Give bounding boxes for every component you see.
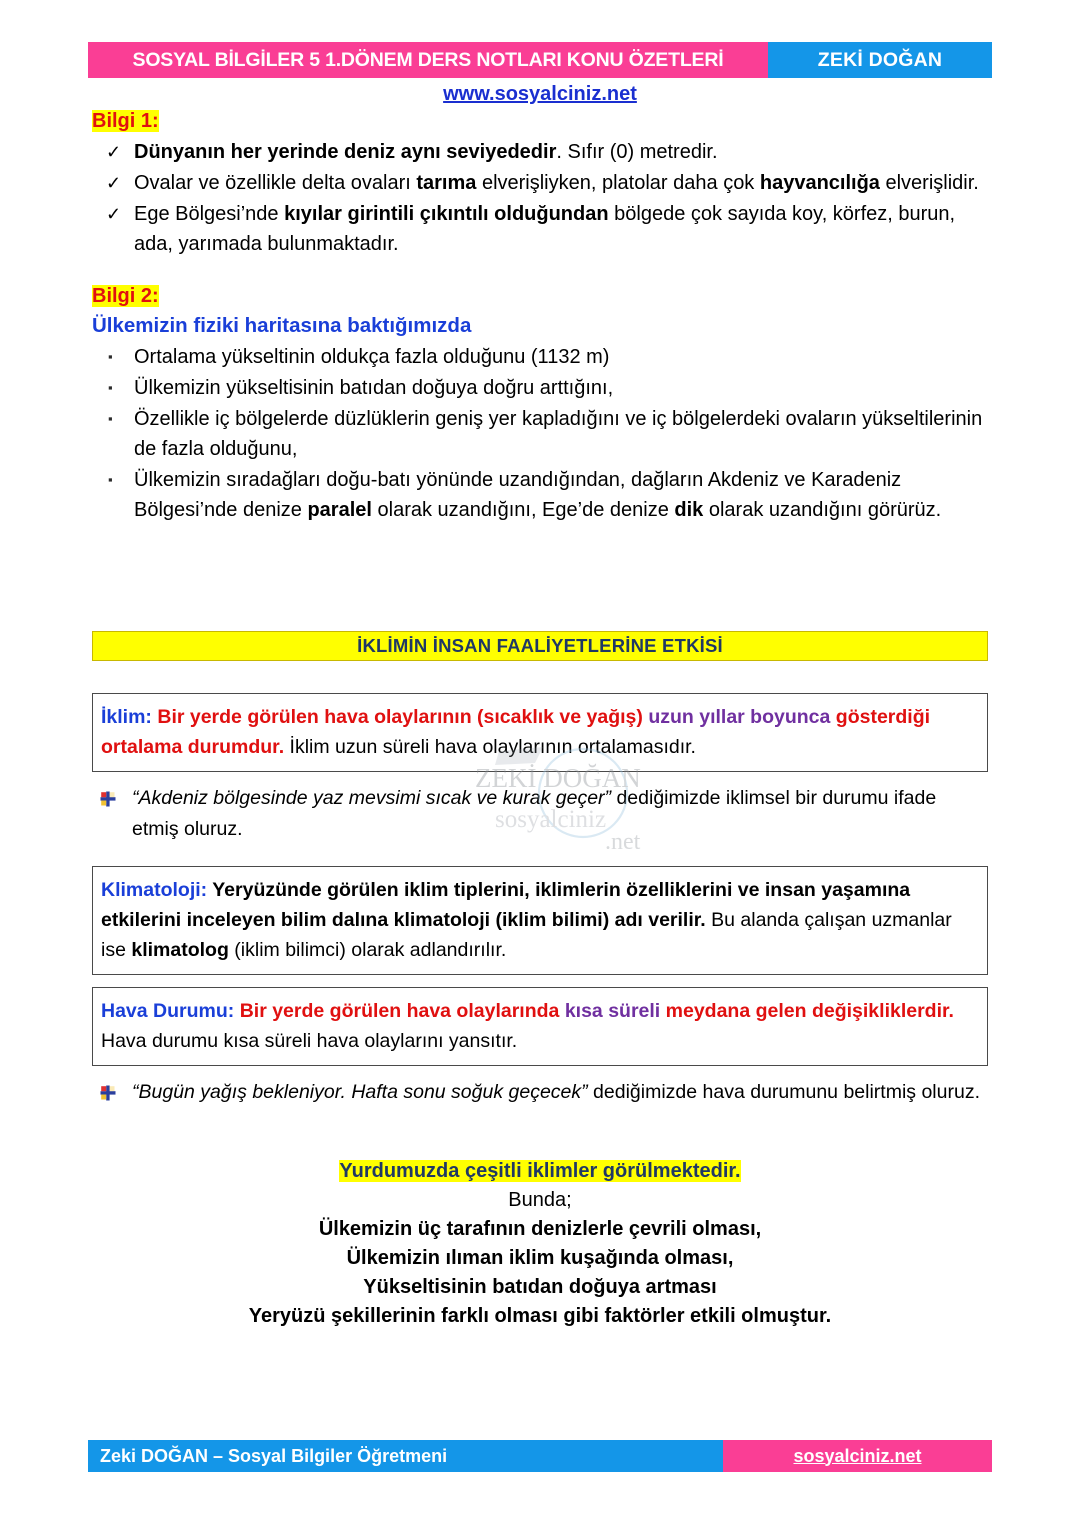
bilgi1-item-1-run-1: tarıma: [416, 172, 477, 194]
conclusion-intro: Bunda;: [508, 1189, 572, 1211]
document-body: [92, 110, 992, 527]
document-footer: [88, 1440, 992, 1472]
iklim-run-1: Bir yerde görülen hava olaylarının (sıcaklık ve yağış): [151, 706, 643, 728]
cross-bullet-icon: [100, 1085, 116, 1101]
svg-text:sosyalciniz: sosyalciniz: [495, 806, 607, 833]
definition-box-klimatoloji: [92, 866, 988, 975]
square-bullet-icon: ▪: [108, 380, 113, 395]
list-item: [92, 373, 992, 403]
check-mark-icon: ✓: [106, 142, 122, 162]
example-iklim: [92, 783, 988, 845]
square-bullet-icon: ▪: [108, 349, 113, 364]
list-item: [92, 137, 992, 167]
list-item: [92, 199, 992, 259]
bilgi2-item-3-run-2: olarak uzandığını, Ege’de denize: [371, 499, 675, 521]
klimatoloji-run-2: Bu alanda çalışan uzmanlar ise: [101, 909, 952, 961]
bilgi-2-list: [92, 342, 992, 525]
bilgi2-item-1-run-0: Ülkemizin yükseltisinin batıdan doğuya doğru arttığını,: [134, 377, 614, 399]
hava-durumu-run-2: kısa süreli: [559, 1000, 661, 1022]
section-banner: İKLİMİN İNSAN FAALİYETLERİNE ETKİSİ: [92, 631, 988, 661]
ex2-run-0: “Bugün yağış bekleniyor. Hafta sonu soğuk geçecek”: [132, 1081, 588, 1103]
header-author: ZEKİ DOĞAN: [768, 42, 992, 78]
list-item-text: [134, 408, 982, 460]
square-bullet-icon: ▪: [108, 472, 113, 487]
bilgi2-item-3-run-3: dik: [674, 499, 704, 521]
list-item: [92, 168, 992, 198]
bilgi1-item-1-run-0: Ovalar ve özellikle delta ovaları: [134, 172, 417, 194]
list-item: [92, 404, 992, 464]
footer-site-link[interactable]: sosyalciniz.net: [723, 1440, 992, 1472]
bilgi-1-label: Bilgi 1:: [92, 110, 159, 132]
bilgi1-item-2-run-2: bölgede çok sayıda koy, körfez, burun, ada, yarımada bulunmaktadır.: [134, 203, 956, 255]
hava-durumu-run-1: Bir yerde görülen hava olaylarında: [234, 1000, 560, 1022]
iklim-run-3: gösterdiği ortalama durumdur.: [101, 706, 931, 758]
klimatoloji-run-1: Yeryüzünde görülen iklim tiplerini, iklimlerin özelliklerini ve insan yaşamına etkilerini inceleyen bilim dalına klimatoloji (iklim bilimi) adı verilir.: [101, 879, 911, 931]
bilgi1-item-2-run-0: Ege Bölgesi’nde: [134, 203, 285, 225]
bilgi2-item-0-run-0: Ortalama yükseltinin oldukça fazla olduğunu (1132 m): [134, 346, 610, 368]
header-title: SOSYAL BİLGİLER 5 1.DÖNEM DERS NOTLARI KONU ÖZETLERİ: [88, 42, 768, 78]
conclusion-line-0: Ülkemizin üç tarafının denizlerle çevrili olması,: [318, 1218, 762, 1240]
bilgi2-item-3-run-1: paralel: [307, 499, 372, 521]
example-iklim-text: [132, 787, 936, 840]
definition-box-iklim: [92, 693, 988, 772]
conclusion-line-1: Ülkemizin ılıman iklim kuşağında olması,: [346, 1247, 734, 1269]
bilgi2-item-3-run-0: Ülkemizin sıradağları doğu-batı yönünde uzandığından, dağların Akdeniz ve Karadeniz Bölgesi’nde denize: [134, 469, 902, 521]
bilgi1-item-2-run-1: kıyılar girintili çıkıntılı olduğundan: [284, 203, 609, 225]
klimatoloji-run-3: klimatolog: [131, 939, 229, 961]
footer-author: Zeki DOĞAN – Sosyal Bilgiler Öğretmeni: [88, 1440, 723, 1472]
hava-durumu-run-0: Hava Durumu:: [101, 1000, 235, 1022]
klimatoloji-run-4: (iklim bilimci) olarak adlandırılır.: [228, 939, 507, 961]
document-header: [88, 42, 992, 78]
bilgi-2-section: [92, 285, 992, 525]
conclusion-block: [0, 1157, 1080, 1331]
cross-bullet-icon: [100, 791, 116, 807]
check-mark-icon: ✓: [106, 173, 122, 193]
conclusion-line-3: Yeryüzü şekillerinin farklı olması gibi faktörler etkili olmuştur.: [248, 1305, 832, 1327]
ex1-run-0: “Akdeniz bölgesinde yaz mevsimi sıcak ve kurak geçer”: [132, 787, 612, 809]
list-item-text: [134, 141, 718, 163]
conclusion-highlight: Yurdumuzda çeşitli iklimler görülmektedir.: [339, 1160, 741, 1182]
check-mark-icon: ✓: [106, 204, 122, 224]
hava-durumu-run-4: Hava durumu kısa süreli hava olaylarını yansıtır.: [101, 1030, 518, 1052]
list-item-text: [134, 469, 941, 521]
hava-durumu-run-3: meydana gelen değişikliklerdir.: [660, 1000, 954, 1022]
example-hava-durumu-text: [132, 1081, 980, 1103]
site-link-top[interactable]: www.sosyalciniz.net: [443, 83, 637, 105]
definition-box-hava-durumu: [92, 987, 988, 1066]
svg-text:.net: .net: [605, 829, 641, 855]
bilgi-1-list: [92, 137, 992, 259]
list-item-text: [134, 346, 609, 368]
square-bullet-icon: ▪: [108, 411, 113, 426]
svg-text:ZEKİ DOĞAN: ZEKİ DOĞAN: [475, 763, 641, 793]
iklim-run-0: İklim:: [101, 706, 152, 728]
ex2-run-1: dediğimizde hava durumunu belirtmiş oluruz.: [587, 1081, 980, 1103]
bilgi-2-subtitle: Ülkemizin fiziki haritasına baktığımızda: [92, 314, 472, 337]
bilgi1-item-1-run-3: hayvancılığa: [759, 172, 880, 194]
iklim-run-4: İklim uzun süreli hava olaylarının ortalamasıdır.: [284, 736, 696, 758]
bilgi2-item-3-run-4: olarak uzandığını görürüz.: [703, 499, 942, 521]
bilgi-2-label: Bilgi 2:: [92, 285, 159, 307]
bilgi1-item-1-run-4: elverişlidir.: [879, 172, 979, 194]
example-hava-durumu: [92, 1077, 988, 1108]
bilgi2-item-2-run-0: Özellikle iç bölgelerde düzlüklerin geniş yer kapladığını ve iç bölgelerdeki ovaların yükseltilerinin de fazla olduğunu,: [134, 408, 983, 460]
klimatoloji-run-0: Klimatoloji:: [101, 879, 208, 901]
list-item: [92, 465, 992, 525]
bilgi1-item-0-run-0: Dünyanın her yerinde deniz aynı seviyededir: [134, 141, 557, 163]
bilgi1-item-1-run-2: elverişliyken, platolar daha çok: [476, 172, 760, 194]
iklim-run-2: uzun yıllar boyunca: [642, 706, 831, 728]
bilgi1-item-0-run-1: . Sıfır (0) metredir.: [556, 141, 718, 163]
ex1-run-1: dediğimizde iklimsel bir durumu ifade etmiş oluruz.: [132, 787, 937, 840]
conclusion-lines: [0, 1215, 1080, 1331]
bilgi-1-section: [92, 110, 992, 259]
conclusion-line-2: Yükseltisinin batıdan doğuya artması: [363, 1276, 717, 1298]
list-item: [92, 342, 992, 372]
list-item-text: [134, 172, 979, 194]
list-item-text: [134, 203, 955, 255]
list-item-text: [134, 377, 613, 399]
